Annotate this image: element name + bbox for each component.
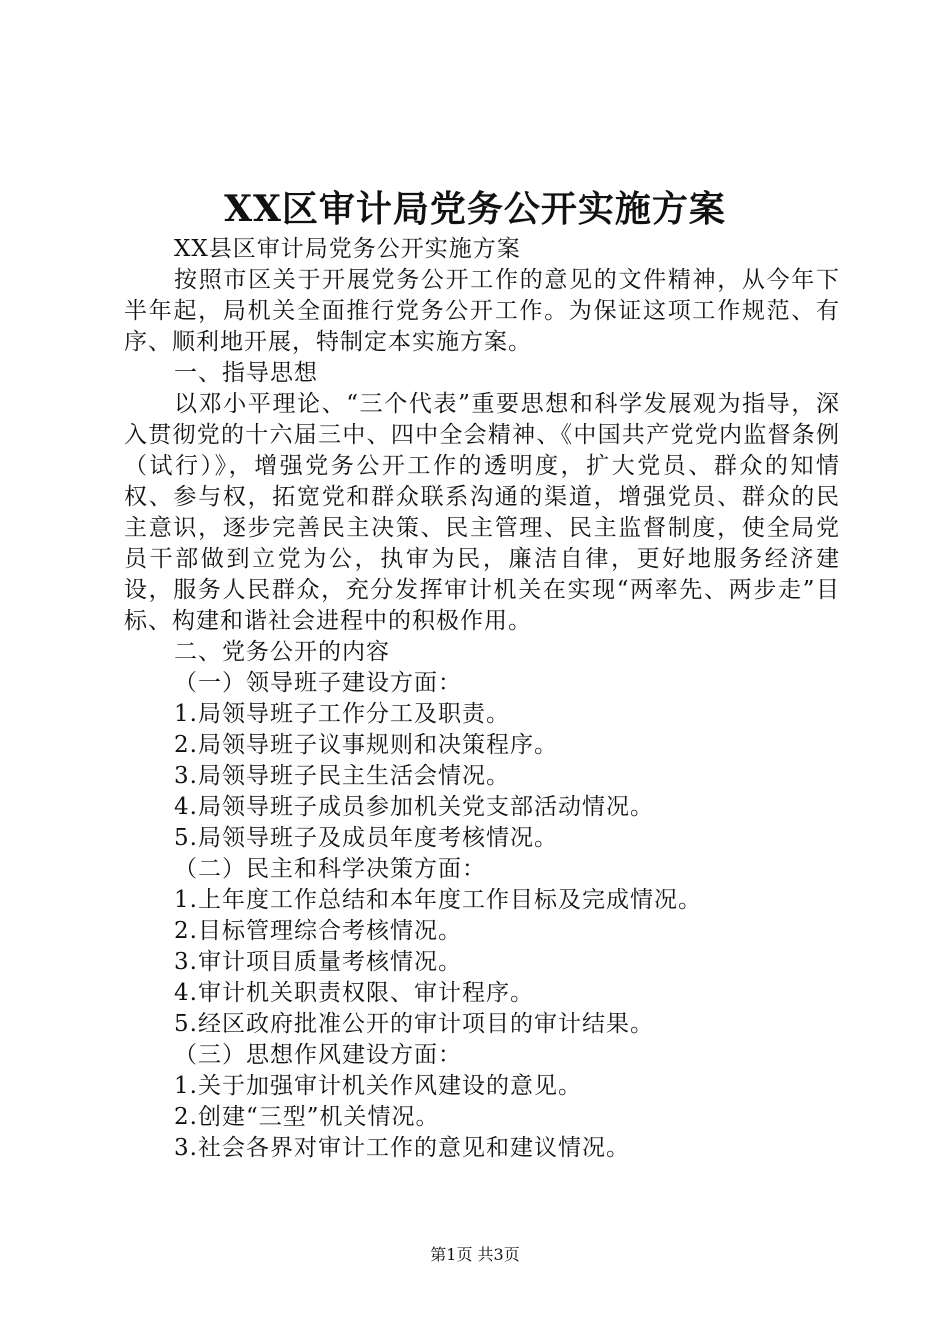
list-item: 1.上年度工作总结和本年度工作目标及完成情况。 — [174, 887, 702, 913]
list-item: 2.局领导班子议事规则和决策程序。 — [174, 732, 558, 758]
page-footer: 第1页 共3页 — [430, 1245, 520, 1264]
list-item: 1.局领导班子工作分工及职责。 — [174, 701, 510, 727]
subsection-heading-decision-making: （二）民主和科学决策方面： — [174, 856, 486, 882]
page-title: XX区审计局党务公开实施方案 — [224, 188, 726, 230]
subsection-heading-conduct: （三）思想作风建设方面： — [174, 1042, 462, 1068]
list-item: 5.经区政府批准公开的审计项目的审计结果。 — [174, 1011, 654, 1037]
document-body — [124, 234, 840, 1164]
list-item: 1.关于加强审计机关作风建设的意见。 — [174, 1073, 582, 1099]
document-subtitle: XX县区审计局党务公开实施方案 — [174, 236, 521, 262]
intro-paragraph: 按照市区关于开展党务公开工作的意见的文件精神，从今年下半年起，局机关全面推行党务公开工作。为保证这项工作规范、有序、顺利地开展，特制定本实施方案。 — [124, 267, 840, 355]
list-item: 2.创建“三型”机关情况。 — [174, 1104, 440, 1130]
list-item: 4.局领导班子成员参加机关党支部活动情况。 — [174, 794, 654, 820]
section-heading-content: 二、党务公开的内容 — [174, 639, 390, 665]
list-item: 4.审计机关职责权限、审计程序。 — [174, 980, 534, 1006]
list-item: 3.社会各界对审计工作的意见和建议情况。 — [174, 1135, 630, 1161]
section-heading-guiding-thought: 一、指导思想 — [174, 360, 318, 386]
subsection-heading-leadership: （一）领导班子建设方面： — [174, 670, 462, 696]
list-item: 5.局领导班子及成员年度考核情况。 — [174, 825, 558, 851]
list-item: 3.局领导班子民主生活会情况。 — [174, 763, 510, 789]
list-item: 3.审计项目质量考核情况。 — [174, 949, 462, 975]
guiding-thought-paragraph: 以邓小平理论、“三个代表”重要思想和科学发展观为指导，深入贯彻党的十六届三中、四中全会精神、《中国共产党党内监督条例（试行）》，增强党务公开工作的透明度，扩大党员、群众的知情权、参与权，拓宽党和群众联系沟通的渠道，增强党员、群众的民主意识，逐步完善民主决策、民主管理、民主监督制度，使全局党员干部做到立党为公，执审为民，廉洁自律，更好地服务经济建设，服务人民群众，充分发挥审计机关在实现“两率先、两步走”目标、构建和谐社会进程中的积极作用。 — [124, 391, 840, 634]
list-item: 2.目标管理综合考核情况。 — [174, 918, 462, 944]
